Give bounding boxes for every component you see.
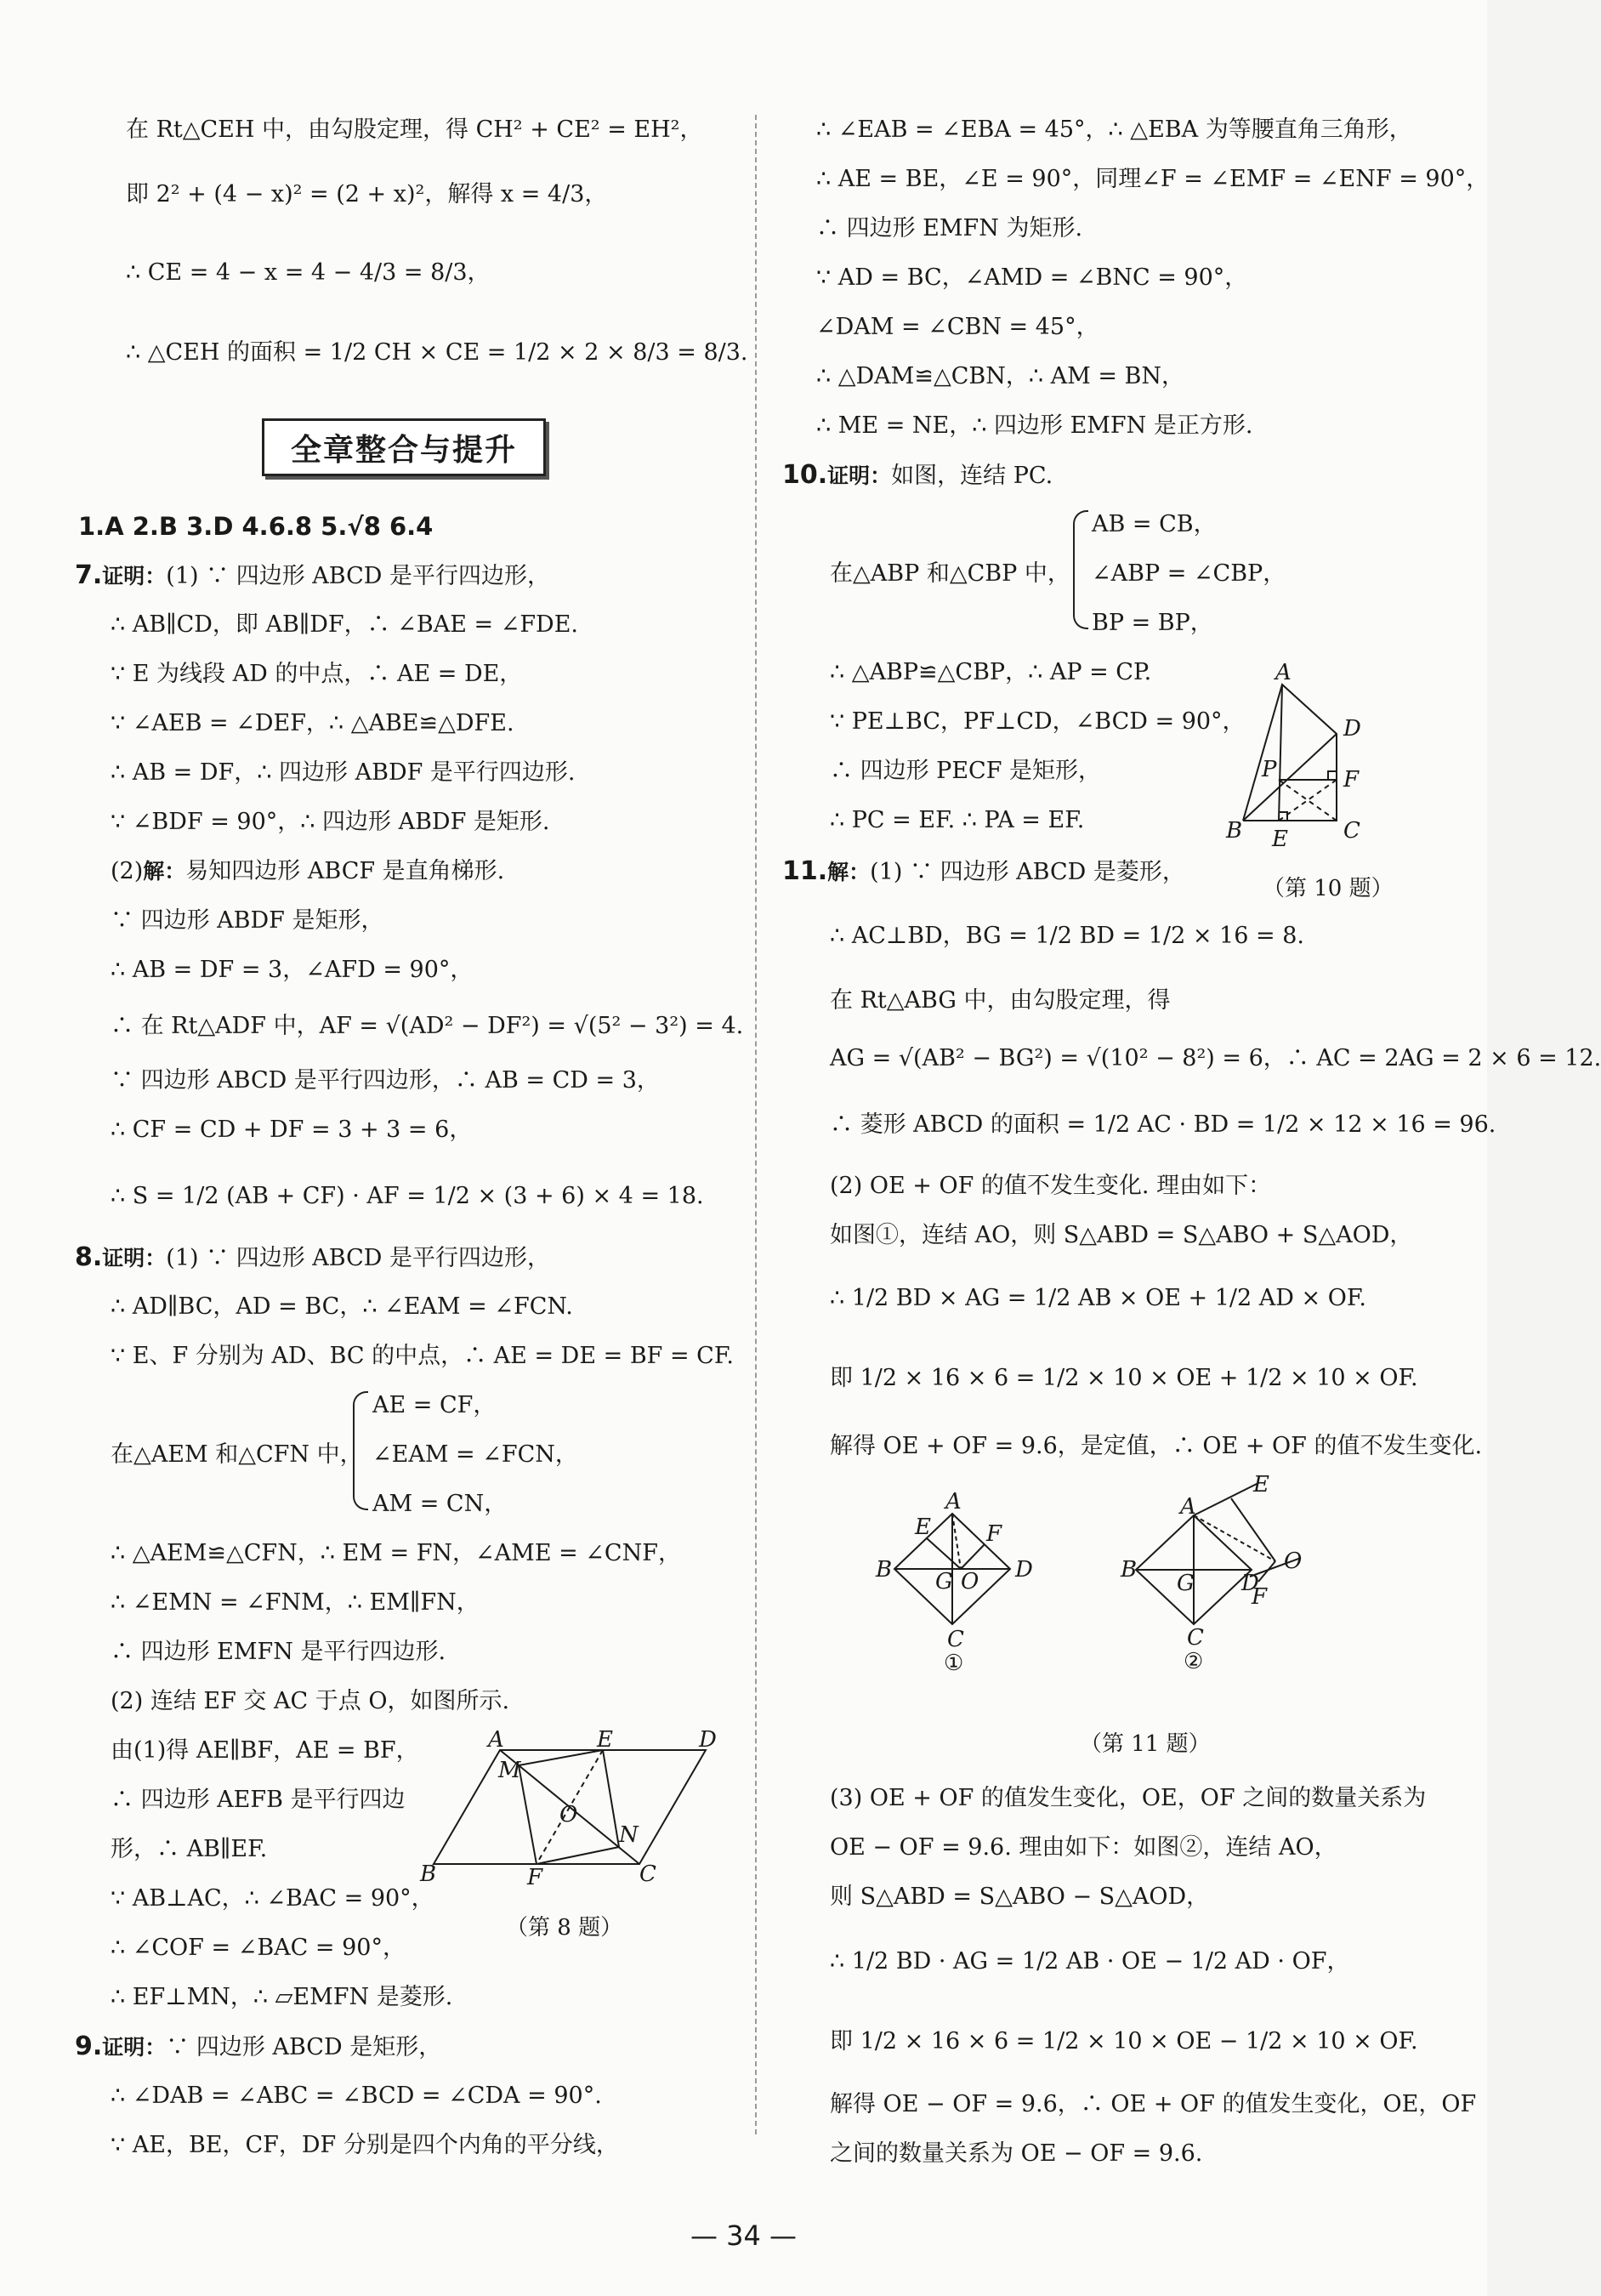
text-line: ∠EAM = ∠FCN， [372,1441,578,1468]
text-line: ∠DAM = ∠CBN = 45°， [816,314,1099,340]
segment-oe [927,1538,961,1569]
fig-label: M [498,1758,521,1783]
segment-ao-dashed [952,1514,961,1569]
text-line: ∴ PC = EF. ∴ PA = EF. [830,807,1085,833]
text-line: ∴ AE = BE，∠E = 90°，同理∠F = ∠EMF = ∠ENF = 90°， [816,166,1490,192]
fig-label: P [1262,757,1277,782]
fig-label: E [597,1727,613,1753]
quadrilateral-abcd [1243,685,1337,821]
fig-label: F [986,1521,1002,1547]
segment-eo [1231,1498,1275,1561]
segment-me [519,1750,603,1765]
text-line: ∴ ∠COF = ∠BAC = 90°， [111,1935,406,1961]
column-divider [755,115,757,2134]
fig-label: F [1252,1584,1268,1610]
figure-11-2 [1121,1472,1326,1701]
text-line: (3) OE + OF 的值发生变化，OE，OF 之间的数量关系为 [830,1785,1427,1811]
text-line: ∴ △AEM≌△CFN，∴ EM = FN，∠AME = ∠CNF， [111,1540,681,1566]
fig-label: B [1121,1557,1138,1583]
fig-label: E [915,1515,931,1540]
fig-label: A [488,1727,504,1753]
text-line: 在 Rt△CEH 中，由勾股定理，得 CH² + CE² = EH²， [126,117,703,143]
text-line: (2) 连结 EF 交 AC 于点 O，如图所示. [111,1688,510,1714]
page-number: — 34 — [690,2219,798,2252]
figure-11-caption: （第 11 题） [1080,1731,1211,1757]
fig-label: D [1343,716,1361,742]
part-2-line [111,857,504,886]
text-line: ∴ ME = NE，∴ 四边形 EMFN 是正方形. [816,412,1253,439]
text-line: ∴ ∠EMN = ∠FNM，∴ EM∥FN， [111,1589,480,1616]
text-line: ∴ △ABP≌△CBP，∴ AP = CP. [830,659,1152,685]
text-line: 则 S△ABD = S△ABO − S△AOD， [830,1884,1210,1910]
solution-label: 解： [143,859,186,884]
text-line: ∴ AB = DF，∴ 四边形 ABDF 是平行四边形. [111,759,576,786]
text: (1) ∵ 四边形 ABCD 是菱形， [870,859,1185,885]
text-line: ∴ 1/2 BD · AG = 1/2 AB · OE − 1/2 AD · OF， [830,1948,1350,1975]
proof-label: 证明： [827,463,892,488]
fig-label: D [1241,1571,1259,1596]
text-line: ∴ ∠EAB = ∠EBA = 45°，∴ △EBA 为等腰直角三角形， [816,117,1412,143]
text-line: ∴ AD∥BC，AD = BC，∴ ∠EAM = ∠FCN. [111,1293,573,1320]
question-7-line [75,561,550,591]
text-line: 即 2² + (4 − x)² = (2 + x)²，解得 x = 4/3， [126,181,608,207]
fig-label: A [1180,1494,1196,1520]
text-line: 如图①，连结 AO，则 S△ABD = S△ABO + S△AOD， [830,1222,1413,1248]
text: 易知四边形 ABCF 是直角梯形. [185,858,505,884]
text-line: 即 1/2 × 16 × 6 = 1/2 × 10 × OE + 1/2 × 10 × OF. [830,1365,1418,1391]
text: ∵ 四边形 ABCD 是矩形， [166,2034,442,2060]
text-line: 在△AEM 和△CFN 中， [111,1441,363,1468]
figure-11-1 [876,1489,1046,1701]
question-8-line [75,1243,550,1273]
text-line: ∴ 四边形 AEFB 是平行四边 [111,1787,406,1813]
text-line: ∴ CE = 4 − x = 4 − 4/3 = 8/3， [126,259,491,286]
fig-label: A [945,1489,962,1515]
text-line: 即 1/2 × 16 × 6 = 1/2 × 10 × OE − 1/2 × 10 × OF. [830,2028,1418,2054]
solution-label: 解： [827,860,871,884]
question-number: 9. [75,2032,103,2061]
question-number: 8. [75,1242,103,1272]
line-ab-extended [1194,1483,1258,1515]
section-title: 全章整合与提升 [262,418,546,476]
fig-label: G [935,1569,953,1594]
text-line: AB = CB， [1092,511,1217,537]
fig-label: C [947,1627,964,1652]
segment-of [961,1544,985,1569]
text-line: ∴ 四边形 EMFN 是平行四边形. [111,1639,446,1665]
text-line: ∠ABP = ∠CBP， [1092,560,1286,587]
text-line: ∵ 四边形 ABCD 是平行四边形，∴ AB = CD = 3， [111,1067,660,1094]
brace [1073,510,1088,629]
text-line: AG = √(AB² − BG²) = √(10² − 8²) = 6，∴ AC = 2AG = 2 × 6 = 12. [830,1045,1601,1071]
fig-label: E [1253,1472,1269,1498]
text-line: OE − OF = 9.6. 理由如下：如图②，连结 AO， [830,1834,1337,1861]
text-line: ∵ ∠BDF = 90°，∴ 四边形 ABDF 是矩形. [111,809,550,835]
proof-label: 证明： [102,1246,167,1270]
text-line: ∴ EF⊥MN，∴ ▱EMFN 是菱形. [111,1984,453,2010]
text-line: ∵ ∠AEB = ∠DEF，∴ △ABE≌△DFE. [111,710,514,736]
text-line: ∴ CF = CD + DF = 3 + 3 = 6， [111,1117,473,1143]
text-line: ∴ 1/2 BD × AG = 1/2 AB × OE + 1/2 AD × OF. [830,1285,1366,1311]
diagonal-bd [1243,734,1337,821]
text-line: ∴ △CEH 的面积 = 1/2 CH × CE = 1/2 × 2 × 8/3 = 8/3. [126,339,748,366]
text-line: ∵ AD = BC，∠AMD = ∠BNC = 90°， [816,264,1248,291]
fig-label: C [1187,1625,1204,1651]
text-line: 形，∴ AB∥EF. [111,1836,268,1862]
text-line: 由(1)得 AE∥BF，AE = BF， [111,1737,419,1764]
text-line: ∵ 四边形 ABDF 是矩形， [111,907,384,934]
choice-answers: 1.A 2.B 3.D 4.6.8 5.√8 6.4 [78,512,434,541]
text: (1) ∵ 四边形 ABCD 是平行四边形， [166,563,551,589]
text-line: ∴ AB = DF = 3，∠AFD = 90°， [111,957,474,983]
fig-label: N [619,1822,639,1848]
text-line: 之间的数量关系为 OE − OF = 9.6. [830,2140,1203,2167]
text-line: ∴ 四边形 PECF 是矩形， [830,758,1102,784]
text-line: ∴ 四边形 EMFN 为矩形. [816,215,1083,242]
figure-question-10 [1224,660,1369,855]
question-11-line [782,857,1185,887]
text-line: ∴ 菱形 ABCD 的面积 = 1/2 AC · BD = 1/2 × 12 × 16 = 96. [830,1111,1496,1138]
figure-10-caption: （第 10 题） [1263,876,1394,901]
fig-label: E [1272,827,1288,852]
segment-mf [519,1765,537,1864]
part-label: (2) [111,858,144,884]
fig-label: B [420,1861,437,1887]
question-number: 11. [782,856,828,886]
text-line: ∴ AB∥CD，即 AB∥DF，∴ ∠BAE = ∠FDE. [111,611,578,638]
text-line: ∵ E 为线段 AD 的中点，∴ AE = DE， [111,661,523,687]
question-number: 7. [75,560,103,590]
fig-label: O [1284,1549,1303,1574]
question-10-line [782,461,1053,491]
text: (1) ∵ 四边形 ABCD 是平行四边形， [166,1245,551,1271]
text-line: ∵ PE⊥BC，PF⊥CD，∠BCD = 90°， [830,708,1246,735]
fig-label: C [639,1861,656,1887]
figure-question-8 [417,1727,723,1896]
text-line: 在△ABP 和△CBP 中， [830,560,1070,587]
fig-label: D [699,1727,717,1753]
fig-label: G [1177,1571,1195,1596]
text-line: ∵ AB⊥AC，∴ ∠BAC = 90°， [111,1885,434,1912]
segment-fn [537,1847,619,1864]
fig-label: F [527,1865,543,1890]
text-line: ∴ △DAM≌△CBN，∴ AM = BN， [816,363,1184,389]
question-9-line [75,2032,441,2062]
text-line: AM = CN， [372,1491,508,1517]
fig-label: B [876,1557,893,1583]
fig-label: O [559,1802,578,1827]
fig-label: ① [944,1651,964,1676]
fig-label: O [961,1569,979,1594]
fig-label: D [1015,1557,1033,1583]
segment-en [603,1750,619,1847]
text-line: ∵ E、F 分别为 AD、BC 的中点，∴ AE = DE = BF = CF. [111,1343,734,1369]
text-line: (2) OE + OF 的值不发生变化. 理由如下： [830,1173,1272,1199]
text-line: 在 Rt△ABG 中，由勾股定理，得 [830,987,1171,1014]
proof-label: 证明： [102,2035,167,2060]
fig-label: B [1226,818,1243,844]
text: 如图，连结 PC. [891,463,1053,489]
text-line: 解得 OE + OF = 9.6，是定值，∴ OE + OF 的值不发生变化. [830,1433,1483,1459]
text-line: BP = BP， [1092,610,1213,636]
right-angle-mark [1328,771,1337,780]
figure-8-caption: （第 8 题） [506,1915,623,1941]
fig-label: A [1275,660,1292,685]
question-number: 10. [782,460,828,490]
fig-label: C [1343,818,1360,844]
text-line: ∴ ∠DAB = ∠ABC = ∠BCD = ∠CDA = 90°. [111,2083,602,2109]
fig-label: ② [1184,1649,1204,1674]
text-line: ∵ AE，BE，CF，DF 分别是四个内角的平分线， [111,2132,619,2158]
text-line: ∴ S = 1/2 (AB + CF) · AF = 1/2 × (3 + 6) × 4 = 18. [111,1183,704,1209]
text-line: ∴ AC⊥BD，BG = 1/2 BD = 1/2 × 16 = 8. [830,923,1304,949]
segment-ap [1279,685,1282,821]
text-line: 解得 OE − OF = 9.6，∴ OE + OF 的值发生变化，OE，OF [830,2091,1477,2117]
fig-label: F [1343,767,1360,793]
text-line: ∴ 在 Rt△ADF 中，AF = √(AD² − DF²) = √(5² − 3²) = 4. [111,1013,744,1039]
segment-of [1258,1561,1275,1582]
text-line: AE = CF， [372,1392,497,1418]
proof-label: 证明： [102,564,167,588]
